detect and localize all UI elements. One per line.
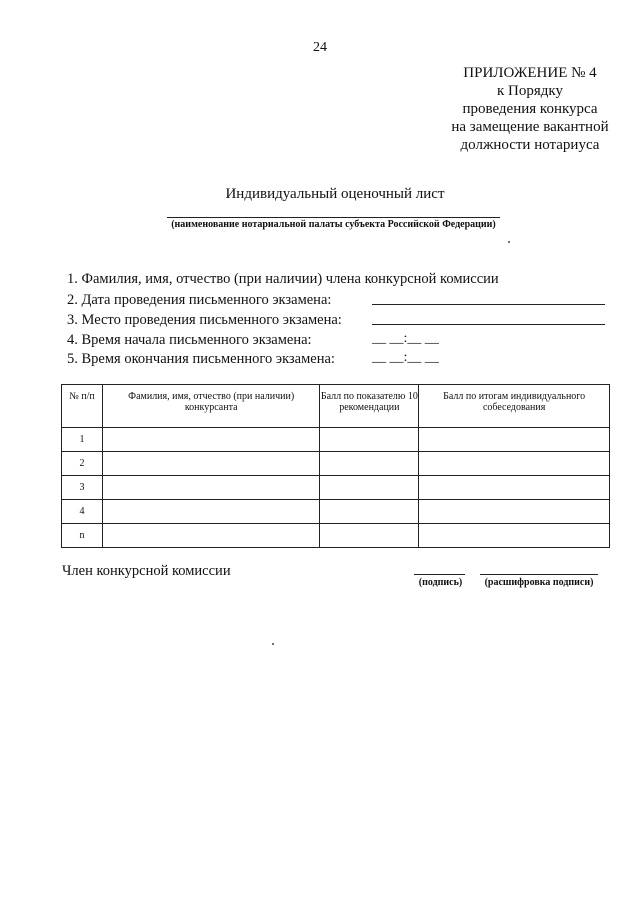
- table-header-row: [62, 385, 610, 428]
- candidate-name-cell: [102, 500, 320, 524]
- score-recommendation-cell: [320, 476, 419, 500]
- scan-speck: [508, 241, 510, 243]
- chamber-name-caption: (наименование нотариальной палаты субъекта Российской Федерации): [171, 219, 496, 230]
- table-row: [62, 452, 610, 476]
- score-recommendation-cell: [320, 452, 419, 476]
- score-interview-cell: [419, 452, 610, 476]
- row-number: 1: [62, 428, 103, 452]
- signature-line: [414, 574, 465, 575]
- table-row: [62, 428, 610, 452]
- row-number: n: [62, 524, 103, 548]
- appendix-header: [430, 64, 630, 154]
- document-title: Индивидуальный оценочный лист: [225, 186, 445, 202]
- signature-decoding-caption: (расшифровка подписи): [484, 577, 594, 588]
- row-number: 2: [62, 452, 103, 476]
- candidate-name-cell: [102, 428, 320, 452]
- appendix-line: к Порядку: [497, 83, 563, 99]
- signature-decoding-line: [480, 574, 598, 575]
- item-exam-place: 3. Место проведения письменного экзамена:: [67, 312, 342, 328]
- col-score-recommendation-header: Балл по показателю 10 рекомендации: [320, 385, 419, 428]
- table-row: [62, 476, 610, 500]
- row-number: 3: [62, 476, 103, 500]
- score-table: [61, 384, 610, 548]
- appendix-line: на замещение вакантной: [451, 119, 609, 135]
- page-number: 24: [313, 40, 327, 55]
- exam-place-line: [372, 324, 605, 325]
- exam-date-line: [372, 304, 605, 305]
- candidate-name-cell: [102, 524, 320, 548]
- col-score-interview-header: Балл по итогам индивидуального собеседования: [419, 385, 610, 428]
- score-recommendation-cell: [320, 524, 419, 548]
- row-number: 4: [62, 500, 103, 524]
- scan-speck: [272, 643, 274, 645]
- col-candidate-name-header: Фамилия, имя, отчество (при наличии) конкурсанта: [102, 385, 320, 428]
- appendix-line: проведения конкурса: [462, 101, 598, 117]
- score-recommendation-cell: [320, 500, 419, 524]
- appendix-line: ПРИЛОЖЕНИЕ № 4: [463, 65, 597, 81]
- score-interview-cell: [419, 476, 610, 500]
- candidate-name-cell: [102, 476, 320, 500]
- signature-caption: (подпись): [418, 577, 463, 588]
- item-member-name: 1. Фамилия, имя, отчество (при наличии) члена конкурсной комиссии: [67, 271, 499, 287]
- col-number-header: № п/п: [62, 385, 103, 428]
- score-recommendation-cell: [320, 428, 419, 452]
- commission-member-label: Член конкурсной комиссии: [62, 563, 231, 579]
- appendix-line: должности нотариуса: [460, 137, 600, 153]
- chamber-name-line: [167, 217, 500, 218]
- item-exam-date: 2. Дата проведения письменного экзамена:: [67, 292, 332, 308]
- score-interview-cell: [419, 524, 610, 548]
- table-row: [62, 524, 610, 548]
- start-time-blank: __ __:__ __: [372, 331, 439, 346]
- score-interview-cell: [419, 500, 610, 524]
- item-exam-end: 5. Время окончания письменного экзамена:: [67, 351, 335, 367]
- item-exam-start: 4. Время начала письменного экзамена:: [67, 332, 312, 348]
- score-interview-cell: [419, 428, 610, 452]
- candidate-name-cell: [102, 452, 320, 476]
- table-row: [62, 500, 610, 524]
- end-time-blank: __ __:__ __: [372, 350, 439, 365]
